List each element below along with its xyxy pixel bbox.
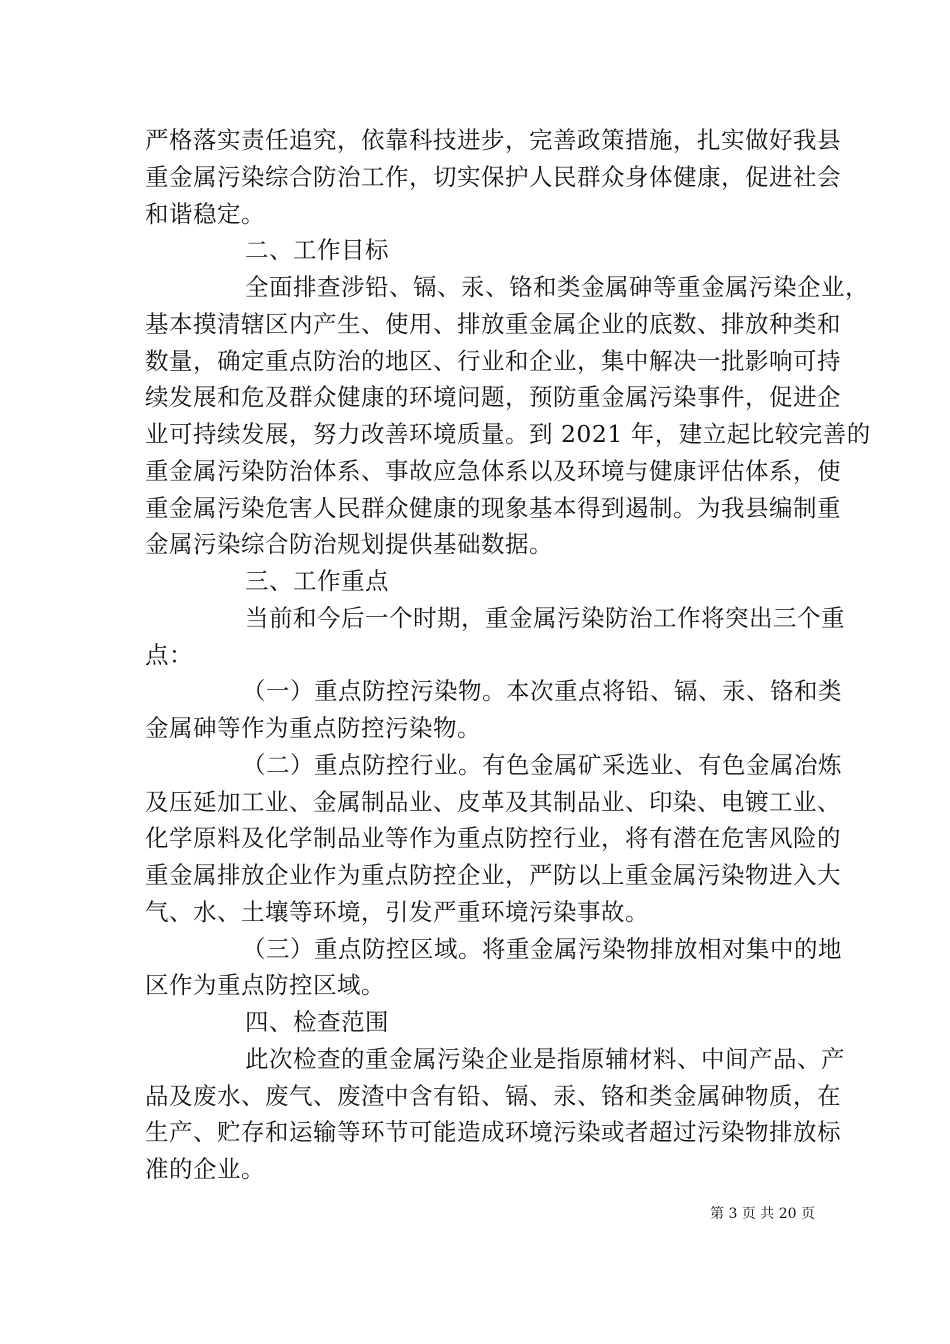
body-text-line: 重金属污染危害人民群众健康的现象基本得到遏制。为我县编制重 (145, 494, 841, 522)
body-text-line: 气、水、土壤等环境，引发严重环境污染事故。 (145, 898, 649, 926)
body-text-line: 重金属污染防治体系、事故应急体系以及环境与健康评估体系，使 (145, 457, 841, 485)
page-number-footer: 第 3 页 共 20 页 (710, 1206, 815, 1222)
body-text-line: （三）重点防控区域。将重金属污染物排放相对集中的地 (242, 935, 842, 963)
body-text-line: 此次检查的重金属污染企业是指原辅材料、中间产品、产 (245, 1045, 845, 1073)
body-text-line: （二）重点防控行业。有色金属矿采选业、有色金属冶炼 (242, 751, 842, 779)
section-heading: 四、检查范围 (245, 1008, 389, 1036)
body-text-line: 和谐稳定。 (145, 200, 265, 228)
body-text-line: 当前和今后一个时期，重金属污染防治工作将突出三个重 (245, 604, 845, 632)
body-text-line: （一）重点防控污染物。本次重点将铅、镉、汞、铬和类 (242, 677, 842, 705)
body-text-line: 数量，确定重点防治的地区、行业和企业，集中解决一批影响可持 (145, 347, 841, 375)
section-heading: 二、工作目标 (245, 236, 389, 264)
body-text-line: 品及废水、废气、废渣中含有铅、镉、汞、铬和类金属砷物质，在 (145, 1082, 841, 1110)
body-text-line: 点： (145, 641, 193, 669)
body-text-line: 生产、贮存和运输等环节可能造成环境污染或者超过污染物排放标 (145, 1118, 841, 1146)
body-text-line: 基本摸清辖区内产生、使用、排放重金属企业的底数、排放种类和 (145, 310, 841, 338)
section-heading: 三、工作重点 (245, 567, 389, 595)
body-text-line: 重金属排放企业作为重点防控企业，严防以上重金属污染物进入大 (145, 861, 841, 889)
body-text-line: 区作为重点防控区域。 (145, 971, 385, 999)
body-text-line: 全面排查涉铅、镉、汞、铬和类金属砷等重金属污染企业， (245, 273, 869, 301)
body-text-line: 化学原料及化学制品业等作为重点防控行业，将有潜在危害风险的 (145, 824, 841, 852)
body-text-line: 业可持续发展，努力改善环境质量。到 2021 年，建立起比较完善的 (145, 420, 871, 448)
body-text-line: 续发展和危及群众健康的环境问题，预防重金属污染事件，促进企 (145, 383, 841, 411)
body-text-line: 及压延加工业、金属制品业、皮革及其制品业、印染、电镀工业、 (145, 788, 841, 816)
body-text-line: 金属污染综合防治规划提供基础数据。 (145, 530, 553, 558)
body-text-line: 严格落实责任追究，依靠科技进步，完善政策措施，扎实做好我县 (145, 126, 841, 154)
body-text-line: 金属砷等作为重点防控污染物。 (145, 714, 481, 742)
body-text-line: 准的企业。 (145, 1155, 265, 1183)
body-text-line: 重金属污染综合防治工作，切实保护人民群众身体健康，促进社会 (145, 163, 841, 191)
